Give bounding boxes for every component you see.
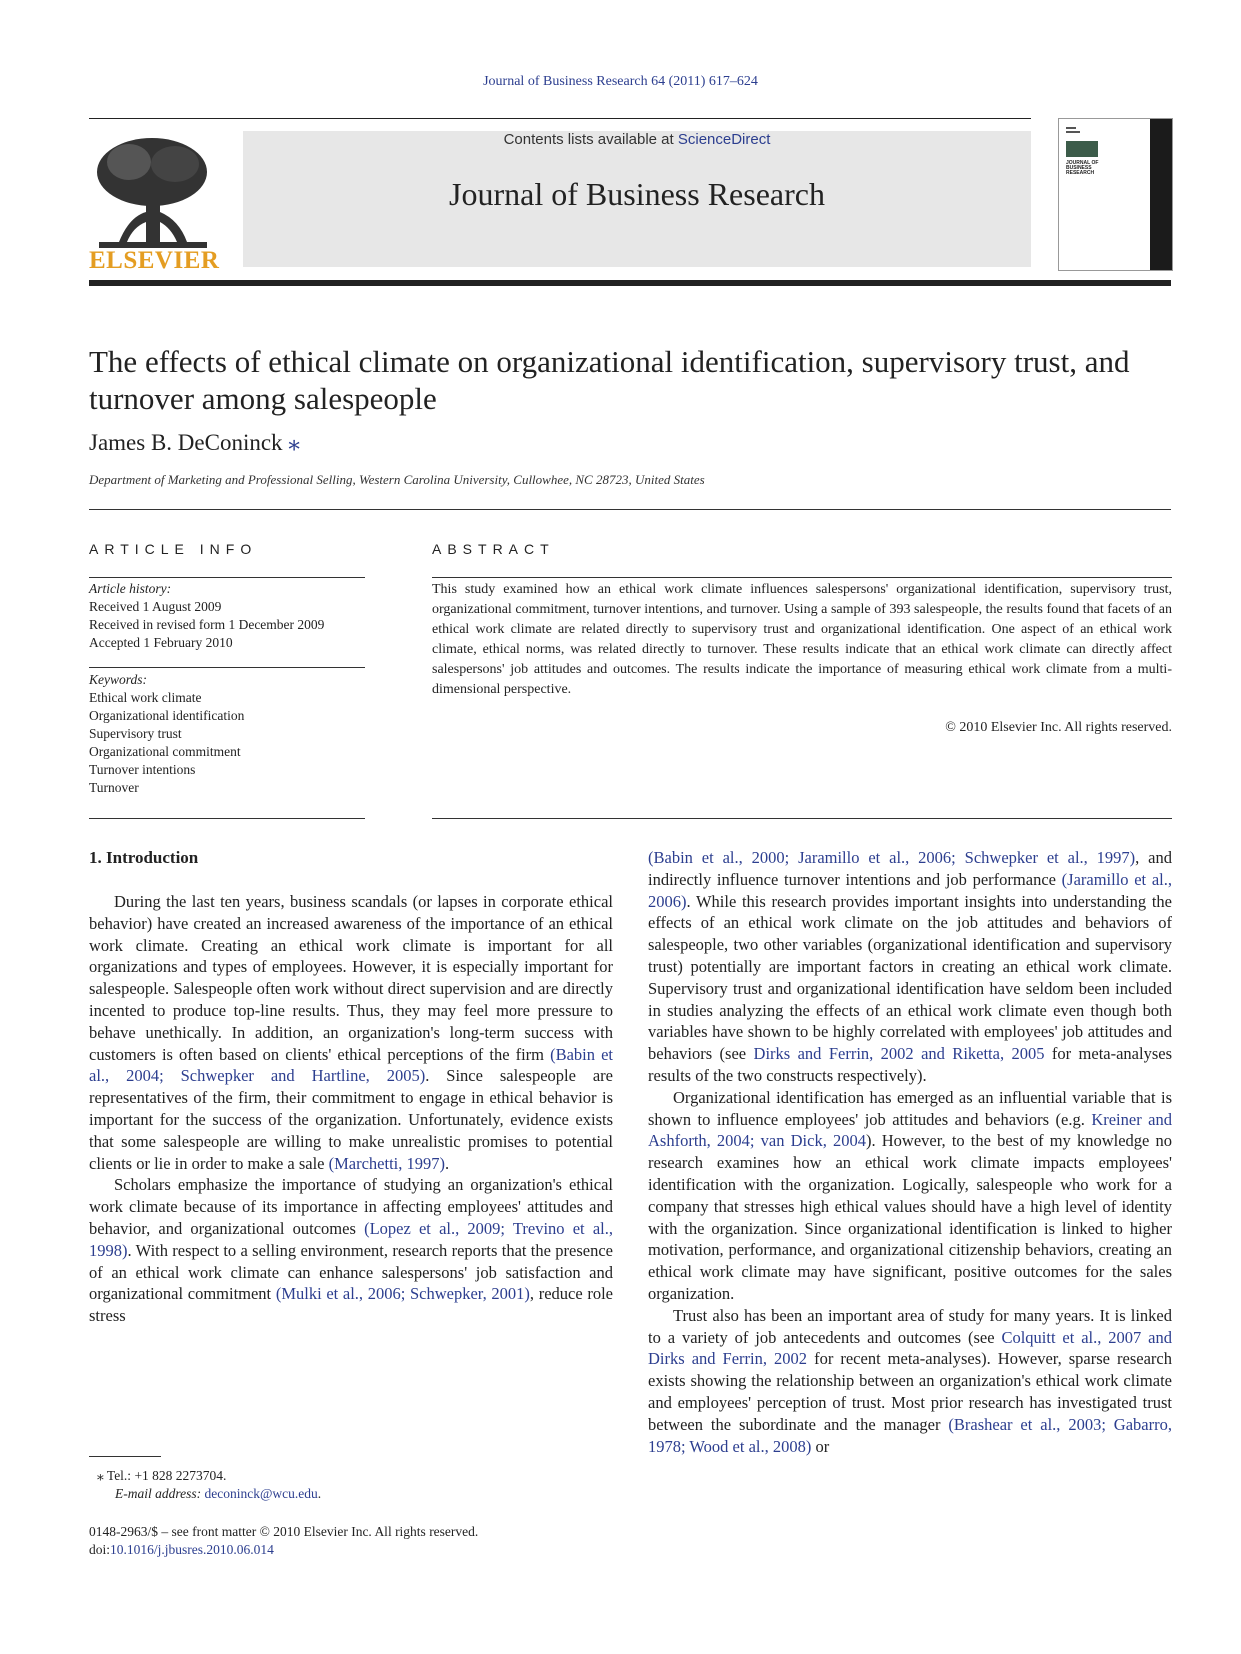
article-info-top-rule	[89, 577, 365, 578]
keywords-label: Keywords:	[89, 672, 147, 687]
paragraph-text: .	[445, 1153, 450, 1173]
journal-cover-thumbnail[interactable]	[1058, 118, 1173, 271]
citation-link[interactable]: Kreiner and Ashforth, 2004; van Dick, 2004	[648, 1109, 1172, 1151]
citation-link[interactable]: (Marchetti, 1997)	[328, 1153, 446, 1173]
contents-prefix: Contents lists available at	[503, 131, 678, 148]
citation-link[interactable]: (Brashear et al., 2003; Gabarro, 1978; Wood et al., 2008)	[648, 1414, 1172, 1456]
cover-spine	[1150, 119, 1172, 270]
article-title: The effects of ethical climate on organizational identification, supervisory trust, and turnover among salespeople	[89, 344, 1130, 416]
paragraph-text: . Since salespeople are representatives of the firm, their commitment to engage in ethical behavior is important for the success of the organization. Unfortunately, evidence exists that some salespeople are willing to make unrealistic promises to potential clients or lie in order to make a sale	[89, 1066, 613, 1173]
body-left-column	[89, 891, 613, 1327]
journal-citation-link[interactable]: Journal of Business Research 64 (2011) 617–624	[483, 74, 758, 89]
email-link[interactable]: deconinck@wcu.edu	[204, 1486, 318, 1501]
paragraph-text: . With respect to a selling environment, research reports that the presence of an ethical work climate can enhance salespersons' job satisfaction and organizational commitment	[89, 1240, 613, 1304]
keyword-item: Turnover	[89, 780, 139, 795]
citation-link[interactable]: (Babin et al., 2000; Jaramillo et al., 2006; Schwepker et al., 1997)	[648, 848, 1136, 867]
footnote-rule	[89, 1456, 161, 1457]
email-suffix: .	[317, 1486, 322, 1501]
article-info-bottom-rule	[89, 818, 365, 819]
body-paragraph	[89, 1174, 613, 1327]
footnote-mark: ⁎	[97, 1468, 104, 1483]
journal-title: Journal of Business Research	[449, 176, 825, 212]
citation-link[interactable]: (Jaramillo et al., 2006)	[648, 869, 1172, 911]
author-name: James B. DeConinck	[89, 430, 283, 455]
paragraph-text: ). However, to the best of my knowledge no research examines how an ethical work climate impacts employees' identification with the organization. Logically, salespeople who work for a company that stresses high ethical values should have a high level of identity with the organization. Since organizational identification is linked to higher motivation, performance, and organizational citizenship behaviors, creating an ethical work climate may have significant, positive outcomes for the sales organization.	[648, 1131, 1172, 1303]
paragraph-text: for meta-analyses results of the two constructs respectively).	[648, 1044, 1173, 1085]
history-received: Received 1 August 2009	[89, 599, 222, 614]
top-rule	[89, 118, 1031, 119]
abstract-text: This study examined how an ethical work climate influences salespersons' organizational identification, supervisory trust, organizational commitment, turnover intentions, and turnover. Using a sample of 393 salespeople, the results found that facets of an ethical work climate are related directly to supervisory trust and organizational identification. One aspect of an ethical work climate, ethical norms, was related directly to turnover. These results indicate that an ethical work climate can directly affect salespersons' job attitudes and outcomes. The results indicate the importance of measuring ethical work climate from a multi-dimensional perspective.	[432, 582, 1172, 697]
keywords	[89, 671, 369, 797]
paragraph-text: Trust also has been an important area of study for many years. It is linked to a variety of job antecedents and outcomes (see	[648, 1305, 1172, 1347]
paragraph-text: Scholars emphasize the importance of studying an organization's ethical work climate because of its importance in affecting employees' attitudes and behavior, and organizational outcomes	[89, 1175, 613, 1238]
author-line	[89, 430, 300, 456]
paragraph-text: , reduce role stress	[89, 1284, 613, 1326]
body-right-column	[648, 847, 1172, 1457]
article-history-label: Article history:	[89, 581, 172, 596]
article-history	[89, 580, 369, 652]
body-paragraph	[648, 847, 1172, 1087]
citation-link[interactable]: (Lopez et al., 2009; Trevino et al., 1998)	[89, 1218, 613, 1260]
abstract-heading: ABSTRACT	[432, 541, 555, 557]
citation-link[interactable]: (Babin et al., 2004; Schwepker and Hartline, 2005)	[89, 1044, 613, 1086]
author-footnote	[97, 1467, 321, 1503]
sciencedirect-link[interactable]: ScienceDirect	[677, 131, 771, 148]
cover-title: JOURNAL OF BUSINESS RESEARCH	[1066, 160, 1099, 176]
citation-link[interactable]: (Mulki et al., 2006; Schwepker, 2001)	[275, 1284, 530, 1304]
abstract-copyright: © 2010 Elsevier Inc. All rights reserved.	[945, 720, 1172, 735]
keyword-item: Organizational identification	[89, 708, 245, 723]
body-paragraph	[89, 891, 613, 1174]
citation-link[interactable]: Dirks and Ferrin, 2002 and Riketta, 2005	[753, 1044, 1045, 1064]
article-info-mid-rule	[89, 667, 365, 668]
email-label: E-mail address:	[115, 1486, 202, 1501]
header-rule	[89, 509, 1171, 510]
author-affiliation: Department of Marketing and Professional Selling, Western Carolina University, Cullowhee, NC 28723, United States	[89, 472, 705, 487]
abstract-top-rule	[432, 577, 1172, 578]
history-revised: Received in revised form 1 December 2009	[89, 617, 325, 632]
keyword-item: Supervisory trust	[89, 726, 182, 741]
paragraph-text: , and indirectly influence turnover intentions and job performance	[648, 848, 1173, 889]
history-accepted: Accepted 1 February 2010	[89, 635, 233, 650]
elsevier-wordmark: ELSEVIER	[89, 247, 220, 274]
body-paragraph	[648, 1305, 1172, 1458]
footnote-tel-text: Tel.: +1 828 2273704.	[106, 1468, 227, 1483]
paragraph-text: or	[811, 1436, 830, 1456]
issn-line: 0148-2963/$ – see front matter © 2010 Elsevier Inc. All rights reserved.	[89, 1524, 479, 1539]
footnote-email	[97, 1485, 321, 1503]
doi-link[interactable]: 10.1016/j.jbusres.2010.06.014	[110, 1542, 274, 1557]
doi-label: doi:	[89, 1542, 111, 1557]
front-matter	[89, 1523, 478, 1559]
contents-line	[243, 131, 1031, 148]
footnote-tel	[97, 1467, 321, 1485]
article-info-heading: ARTICLE INFO	[89, 541, 258, 557]
introduction-heading: 1. Introduction	[89, 848, 199, 867]
author-footnote-mark[interactable]: ⁎	[288, 430, 300, 455]
doi-line	[89, 1541, 478, 1559]
paragraph-text: for recent meta-analyses). However, sparse research exists showing the relationship between an organization's ethical work climate and employees' perception of trust. Most prior research has investigated trust between the subordinate and the manager	[648, 1349, 1172, 1434]
abstract-bottom-rule	[432, 818, 1172, 819]
masthead-thick-rule	[89, 280, 1171, 286]
keyword-item: Ethical work climate	[89, 690, 202, 705]
keyword-item: Organizational commitment	[89, 744, 241, 759]
paragraph-text: . While this research provides important insights into understanding the effects of an ethical work climate on the job attitudes and behaviors of salespeople, two other variables (organizational identification and supervisory trust) potentially are important factors in creating an ethical work climate. Supervisory trust and organizational identification have seldom been included in studies analyzing the effects of an ethical work climate even though both variables have shown to be highly correlated with employees' job attitudes and behaviors (see	[648, 891, 1172, 1064]
keyword-item: Turnover intentions	[89, 762, 196, 777]
cover-emblem	[1066, 141, 1098, 157]
citation-link[interactable]: Colquitt et al., 2007 and Dirks and Ferrin, 2002	[648, 1327, 1172, 1369]
paragraph-text: Organizational identification has emerged as an influential variable that is shown to influence employees' job attitudes and behaviors (e.g.	[648, 1087, 1172, 1129]
paragraph-text: During the last ten years, business scandals (or lapses in corporate ethical behavior) have created an increased awareness of the importance of an ethical work climate. Creating an ethical work climate is important for all organizations and types of employees. However, it is especially important for salespeople. Salespeople often work without direct supervision and are directly incented to produce top-line results. Thus, they may feel more pressure to behave unethically. In addition, an organization's long-term success with customers is often based on clients' ethical perceptions of the firm	[89, 892, 613, 1064]
body-paragraph	[648, 1087, 1172, 1305]
